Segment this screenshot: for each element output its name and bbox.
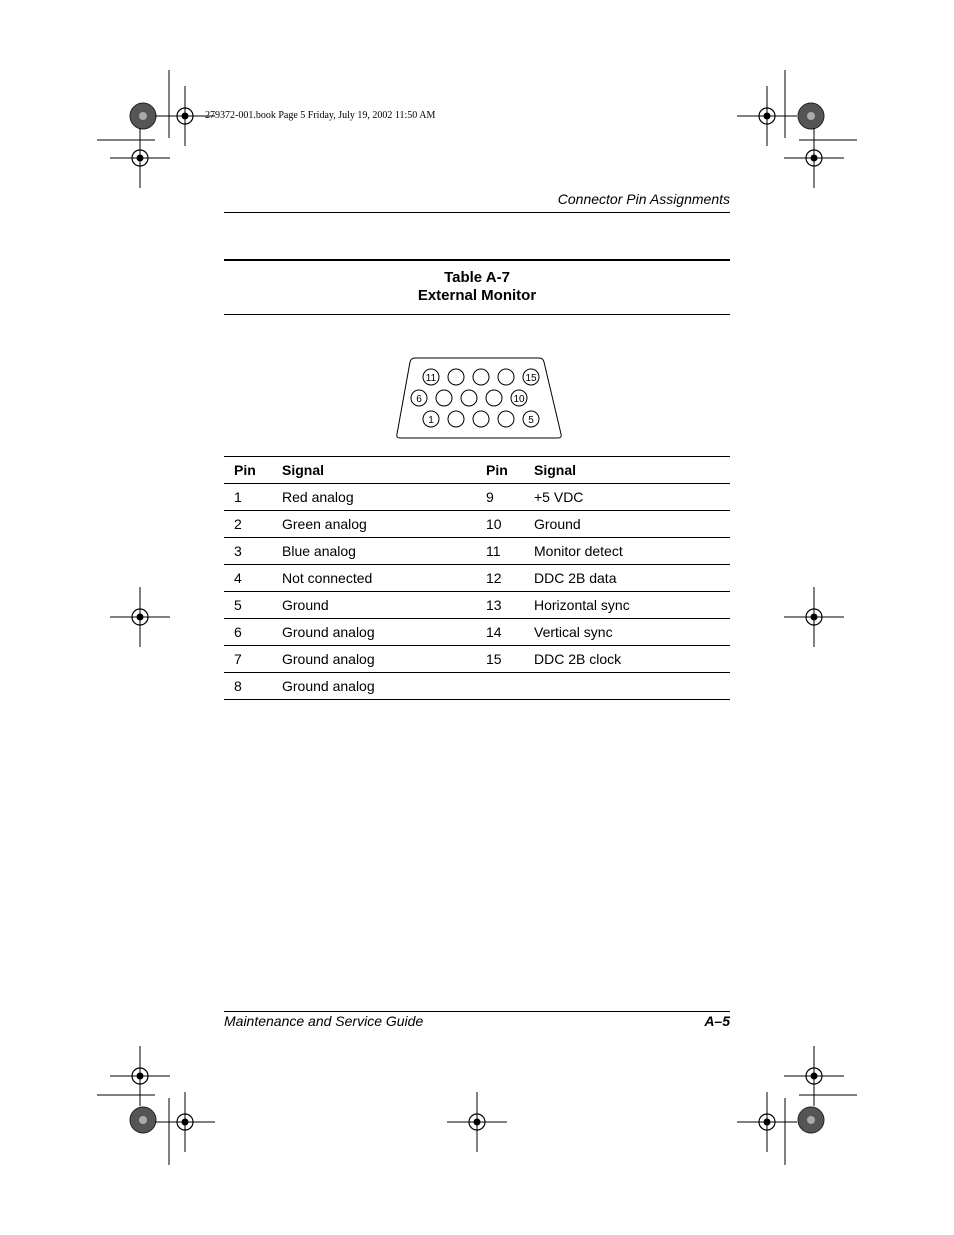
table-header-row <box>224 457 730 484</box>
pin-hole <box>473 411 489 427</box>
header-signal: Signal <box>524 457 730 484</box>
signal-name: +5 VDC <box>524 484 730 511</box>
signal-name: Ground analog <box>272 619 476 646</box>
pin-label: 15 <box>525 373 537 384</box>
signal-name: Horizontal sync <box>524 592 730 619</box>
header-pin: Pin <box>476 457 524 484</box>
pin-number: 3 <box>224 538 272 565</box>
pin-number: 11 <box>476 538 524 565</box>
pin-number: 14 <box>476 619 524 646</box>
table-row <box>224 484 730 511</box>
pin-hole <box>461 390 477 406</box>
pin-label: 6 <box>416 394 422 405</box>
pin-number: 15 <box>476 646 524 673</box>
signal-name: Ground analog <box>272 646 476 673</box>
table-row <box>224 511 730 538</box>
pin-number <box>476 673 524 700</box>
signal-name: Monitor detect <box>524 538 730 565</box>
caption-top-rule <box>224 259 730 261</box>
signal-name: Ground <box>272 592 476 619</box>
table-title: External Monitor <box>417 287 537 304</box>
header-signal: Signal <box>272 457 476 484</box>
footer-rule <box>224 1011 730 1012</box>
pin-hole <box>498 369 514 385</box>
table-row <box>224 538 730 565</box>
pin-number: 8 <box>224 673 272 700</box>
table-row <box>224 673 730 700</box>
vga-connector-diagram <box>393 354 565 442</box>
pin-label: 5 <box>528 415 534 426</box>
pin-hole <box>448 411 464 427</box>
signal-name: Ground <box>524 511 730 538</box>
signal-name: Not connected <box>272 565 476 592</box>
pin-label: 10 <box>513 394 525 405</box>
pin-hole <box>448 369 464 385</box>
table-row <box>224 646 730 673</box>
header-rule <box>224 212 730 213</box>
pin-number: 6 <box>224 619 272 646</box>
page-number: A–5 <box>704 1013 730 1029</box>
running-head: Connector Pin Assignments <box>557 191 730 207</box>
pin-number: 1 <box>224 484 272 511</box>
signal-name <box>524 673 730 700</box>
pin-hole <box>498 411 514 427</box>
pin-hole <box>436 390 452 406</box>
table-row <box>224 592 730 619</box>
pin-hole <box>473 369 489 385</box>
signal-name: DDC 2B clock <box>524 646 730 673</box>
pin-number: 7 <box>224 646 272 673</box>
signal-name: Red analog <box>272 484 476 511</box>
pin-number: 4 <box>224 565 272 592</box>
signal-name: Blue analog <box>272 538 476 565</box>
signal-name: DDC 2B data <box>524 565 730 592</box>
signal-name: Ground analog <box>272 673 476 700</box>
table-row <box>224 565 730 592</box>
pin-number: 5 <box>224 592 272 619</box>
table-row <box>224 619 730 646</box>
print-slug: 279372-001.book Page 5 Friday, July 19, 2002 11:50 AM <box>205 110 436 121</box>
pin-number: 13 <box>476 592 524 619</box>
header-pin: Pin <box>224 457 272 484</box>
pin-number: 10 <box>476 511 524 538</box>
pin-number: 9 <box>476 484 524 511</box>
signal-name: Vertical sync <box>524 619 730 646</box>
pin-hole <box>486 390 502 406</box>
pin-number: 2 <box>224 511 272 538</box>
caption-bottom-rule <box>224 314 730 315</box>
pin-number: 12 <box>476 565 524 592</box>
footer-title: Maintenance and Service Guide <box>224 1013 424 1029</box>
pin-assignment-table <box>224 456 730 700</box>
pin-label: 1 <box>428 415 434 426</box>
signal-name: Green analog <box>272 511 476 538</box>
pin-label: 11 <box>425 373 437 384</box>
table-number: Table A-7 <box>444 269 510 286</box>
